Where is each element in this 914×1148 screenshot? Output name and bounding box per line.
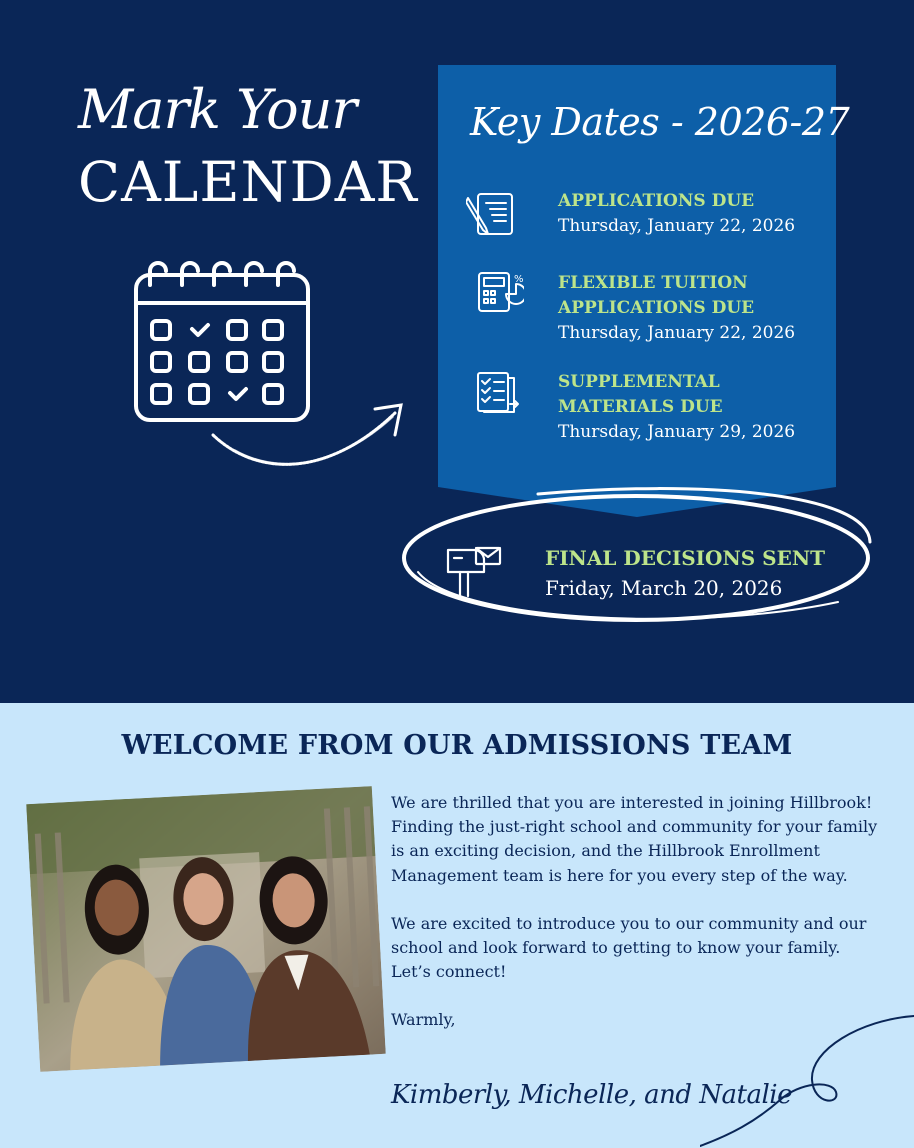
date-value: Thursday, January 29, 2026: [558, 422, 796, 442]
key-dates-title: Key Dates - 2026-27: [470, 100, 850, 144]
signature: Kimberly, Michelle, and Natalie: [391, 1080, 792, 1110]
closing-text: Warmly,: [391, 1010, 456, 1030]
calculator-chart-icon: [476, 270, 524, 316]
date-item-supplemental: [558, 370, 795, 445]
calendar-heading: CALENDAR: [78, 150, 418, 214]
svg-text:%: %: [514, 274, 524, 285]
checklist-documents-icon: [474, 370, 522, 416]
decorative-swirl: [700, 1010, 914, 1148]
date-label: FLEXIBLE TUITION APPLICATIONS DUE: [558, 273, 755, 318]
welcome-paragraph: We are excited to introduce you to our community and our school and look forward to getting to know your family. Let’s connect!: [391, 913, 867, 982]
date-item-flexible-tuition: [558, 271, 795, 346]
date-label: SUPPLEMENTAL MATERIALS DUE: [558, 372, 723, 417]
date-value: Thursday, January 22, 2026: [558, 323, 796, 343]
welcome-heading: WELCOME FROM OUR ADMISSIONS TEAM: [121, 730, 793, 761]
date-label: APPLICATIONS DUE: [558, 191, 755, 211]
mark-your-heading: Mark Your: [78, 78, 357, 141]
welcome-paragraph: We are thrilled that you are interested in joining Hillbrook! Finding the just-right school and community for your family is an exciting decision, and the Hillbrook Enrollment Management team is here for you every step of the way.: [391, 793, 878, 885]
final-label: FINAL DECISIONS SENT: [545, 546, 825, 570]
team-photo: [26, 786, 386, 1072]
date-item-final-decisions: [545, 543, 825, 603]
curved-arrow-icon: [205, 395, 410, 480]
date-value: Thursday, January 22, 2026: [558, 216, 796, 236]
final-value: Friday, March 20, 2026: [545, 576, 783, 600]
application-form-icon: [466, 190, 516, 238]
date-item-applications: [558, 189, 795, 239]
mailbox-icon: [444, 544, 504, 600]
